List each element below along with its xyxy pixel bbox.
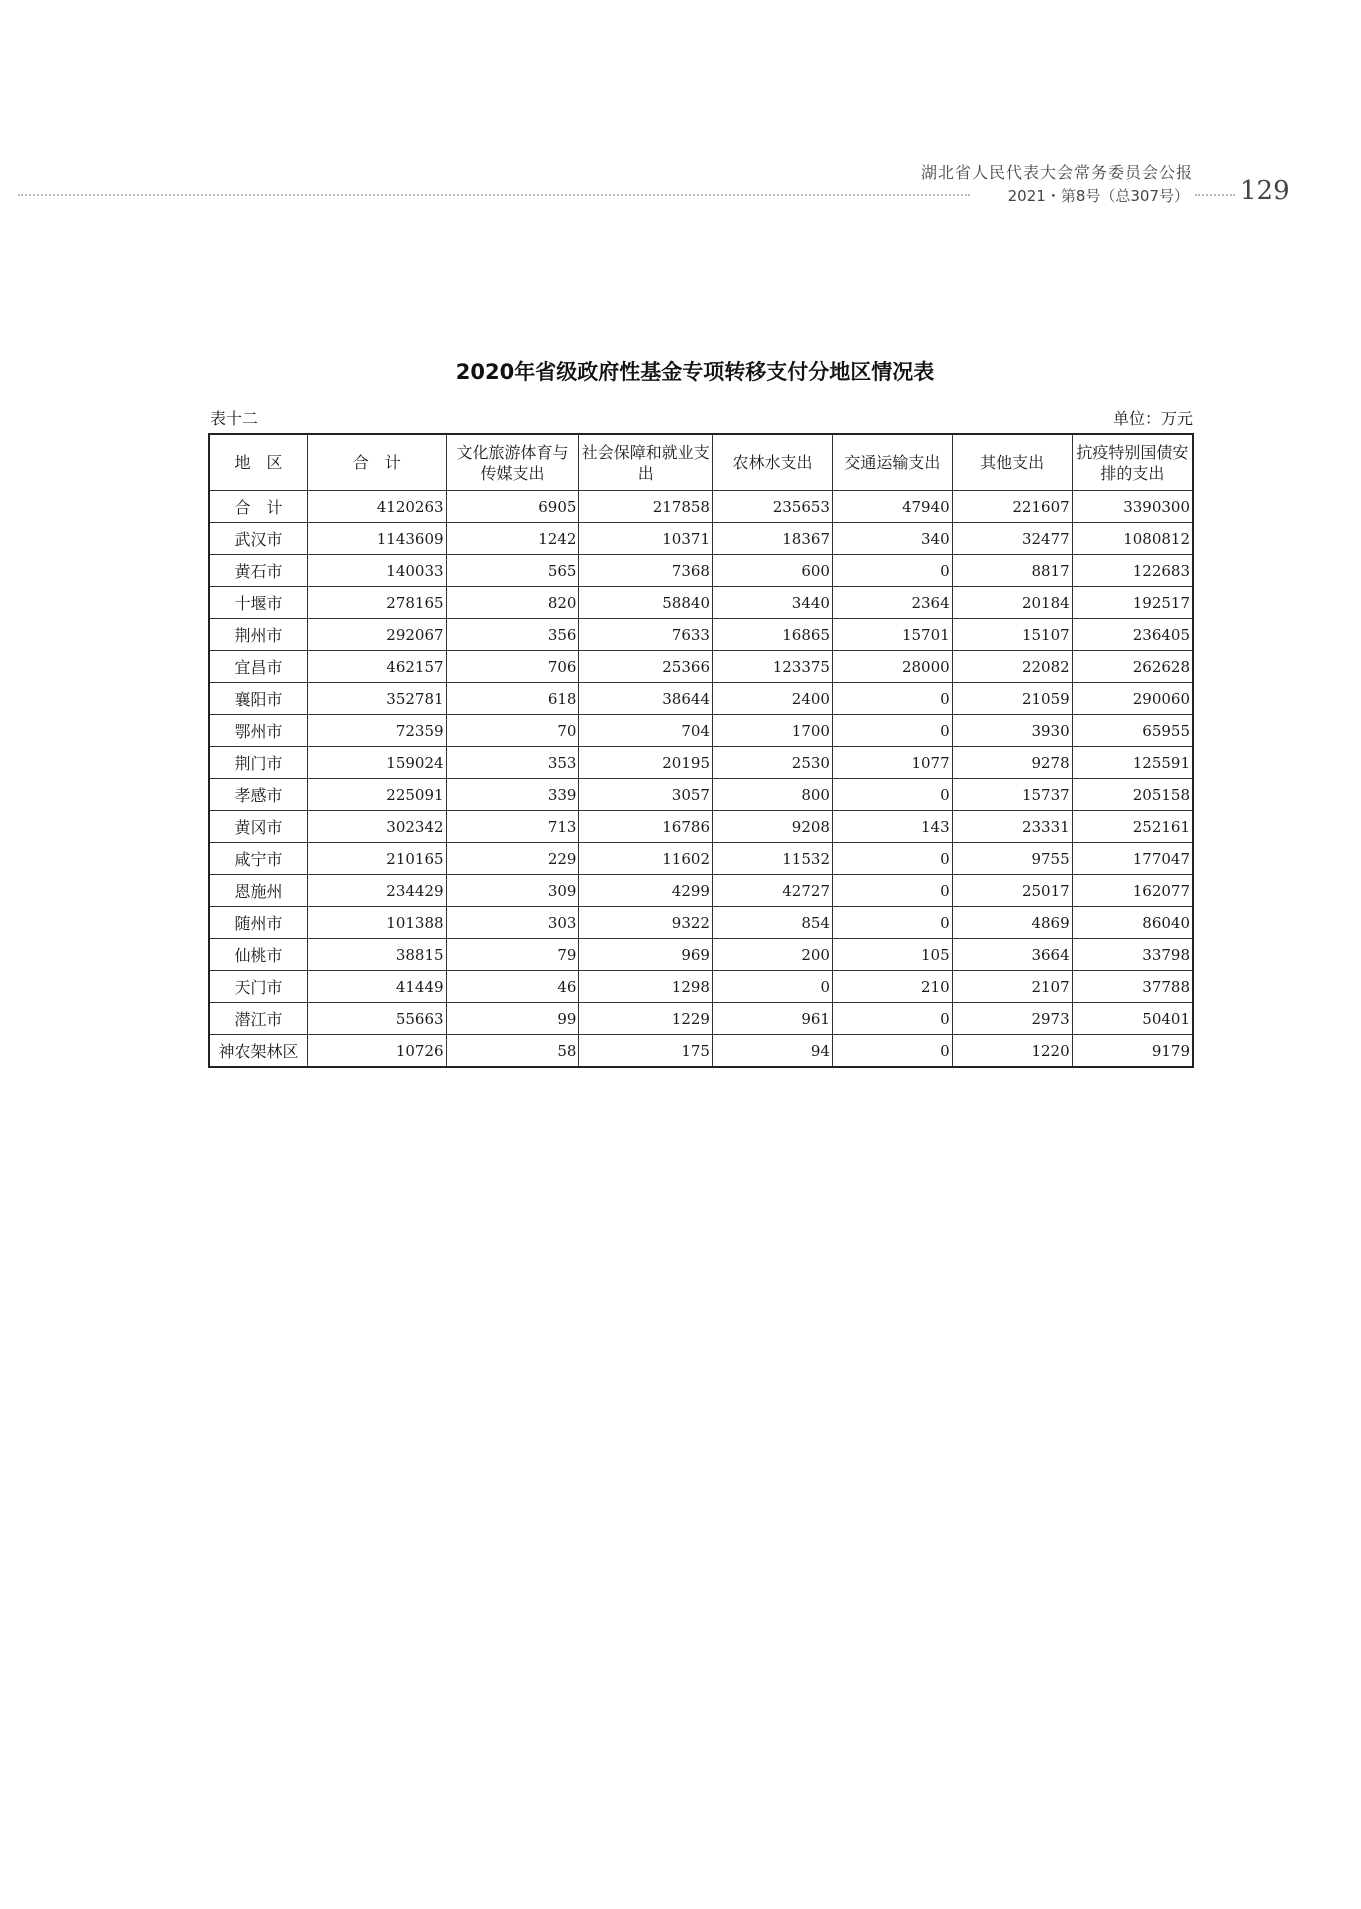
value-cell: 820 [446, 587, 579, 619]
value-cell: 20195 [579, 747, 713, 779]
value-cell: 2530 [712, 747, 832, 779]
value-cell: 37788 [1072, 971, 1193, 1003]
value-cell: 235653 [712, 491, 832, 523]
table-row [209, 843, 1193, 875]
value-cell: 2107 [952, 971, 1072, 1003]
value-cell: 600 [712, 555, 832, 587]
value-cell: 9278 [952, 747, 1072, 779]
value-cell: 9322 [579, 907, 713, 939]
value-cell: 58 [446, 1035, 579, 1068]
value-cell: 713 [446, 811, 579, 843]
value-cell: 7368 [579, 555, 713, 587]
value-cell: 15737 [952, 779, 1072, 811]
value-cell: 21059 [952, 683, 1072, 715]
value-cell: 4869 [952, 907, 1072, 939]
region-cell: 随州市 [209, 907, 307, 939]
header-dotted-rule [18, 194, 970, 196]
value-cell: 4120263 [307, 491, 446, 523]
value-cell: 10371 [579, 523, 713, 555]
table-row [209, 811, 1193, 843]
value-cell: 32477 [952, 523, 1072, 555]
value-cell: 3057 [579, 779, 713, 811]
page-number: 129 [1240, 176, 1290, 206]
value-cell: 0 [832, 683, 952, 715]
table-label: 表十二 [210, 409, 259, 428]
region-cell: 荆门市 [209, 747, 307, 779]
table-row [209, 651, 1193, 683]
value-cell: 1220 [952, 1035, 1072, 1068]
value-cell: 11532 [712, 843, 832, 875]
region-cell: 荆州市 [209, 619, 307, 651]
header-dotted-rule-right [1195, 194, 1235, 196]
value-cell: 33798 [1072, 939, 1193, 971]
table-row [209, 491, 1193, 523]
value-cell: 140033 [307, 555, 446, 587]
value-cell: 22082 [952, 651, 1072, 683]
value-cell: 0 [832, 843, 952, 875]
value-cell: 303 [446, 907, 579, 939]
value-cell: 0 [832, 1035, 952, 1068]
value-cell: 41449 [307, 971, 446, 1003]
value-cell: 42727 [712, 875, 832, 907]
column-header: 抗疫特别国债安排的支出 [1072, 434, 1193, 491]
value-cell: 16786 [579, 811, 713, 843]
value-cell: 143 [832, 811, 952, 843]
value-cell: 99 [446, 1003, 579, 1035]
value-cell: 25366 [579, 651, 713, 683]
table-row [209, 939, 1193, 971]
value-cell: 20184 [952, 587, 1072, 619]
value-cell: 252161 [1072, 811, 1193, 843]
value-cell: 2973 [952, 1003, 1072, 1035]
value-cell: 221607 [952, 491, 1072, 523]
region-cell: 宜昌市 [209, 651, 307, 683]
table-unit: 单位：万元 [1112, 409, 1193, 428]
value-cell: 3930 [952, 715, 1072, 747]
value-cell: 565 [446, 555, 579, 587]
table-header-row [209, 434, 1193, 491]
column-header: 文化旅游体育与传媒支出 [446, 434, 579, 491]
table-row [209, 587, 1193, 619]
region-cell: 神农架林区 [209, 1035, 307, 1068]
value-cell: 618 [446, 683, 579, 715]
value-cell: 339 [446, 779, 579, 811]
value-cell: 3440 [712, 587, 832, 619]
value-cell: 961 [712, 1003, 832, 1035]
value-cell: 162077 [1072, 875, 1193, 907]
value-cell: 9755 [952, 843, 1072, 875]
region-cell: 黄石市 [209, 555, 307, 587]
value-cell: 205158 [1072, 779, 1193, 811]
value-cell: 225091 [307, 779, 446, 811]
value-cell: 1077 [832, 747, 952, 779]
value-cell: 94 [712, 1035, 832, 1068]
value-cell: 969 [579, 939, 713, 971]
table-row [209, 971, 1193, 1003]
value-cell: 217858 [579, 491, 713, 523]
value-cell: 47940 [832, 491, 952, 523]
value-cell: 0 [832, 779, 952, 811]
value-cell: 0 [832, 715, 952, 747]
table-row [209, 683, 1193, 715]
table-title: 2020年省级政府性基金专项转移支付分地区情况表 [455, 360, 935, 384]
value-cell: 292067 [307, 619, 446, 651]
value-cell: 854 [712, 907, 832, 939]
publication-title: 湖北省人民代表大会常务委员会公报 [920, 163, 1193, 182]
table-row [209, 747, 1193, 779]
value-cell: 25017 [952, 875, 1072, 907]
region-cell: 潜江市 [209, 1003, 307, 1035]
value-cell: 234429 [307, 875, 446, 907]
column-header: 其他支出 [952, 434, 1072, 491]
value-cell: 0 [712, 971, 832, 1003]
value-cell: 704 [579, 715, 713, 747]
value-cell: 229 [446, 843, 579, 875]
column-header: 农林水支出 [712, 434, 832, 491]
value-cell: 1242 [446, 523, 579, 555]
column-header: 地 区 [209, 434, 307, 491]
value-cell: 9208 [712, 811, 832, 843]
value-cell: 159024 [307, 747, 446, 779]
value-cell: 23331 [952, 811, 1072, 843]
value-cell: 1298 [579, 971, 713, 1003]
value-cell: 15107 [952, 619, 1072, 651]
region-cell: 黄冈市 [209, 811, 307, 843]
value-cell: 262628 [1072, 651, 1193, 683]
value-cell: 28000 [832, 651, 952, 683]
table-row [209, 555, 1193, 587]
value-cell: 278165 [307, 587, 446, 619]
region-cell: 襄阳市 [209, 683, 307, 715]
region-cell: 天门市 [209, 971, 307, 1003]
value-cell: 11602 [579, 843, 713, 875]
value-cell: 123375 [712, 651, 832, 683]
value-cell: 122683 [1072, 555, 1193, 587]
value-cell: 356 [446, 619, 579, 651]
value-cell: 50401 [1072, 1003, 1193, 1035]
value-cell: 38815 [307, 939, 446, 971]
value-cell: 352781 [307, 683, 446, 715]
table-row [209, 779, 1193, 811]
value-cell: 200 [712, 939, 832, 971]
value-cell: 65955 [1072, 715, 1193, 747]
table-body [209, 491, 1193, 1068]
value-cell: 7633 [579, 619, 713, 651]
value-cell: 101388 [307, 907, 446, 939]
value-cell: 302342 [307, 811, 446, 843]
value-cell: 9179 [1072, 1035, 1193, 1068]
region-cell: 十堰市 [209, 587, 307, 619]
value-cell: 46 [446, 971, 579, 1003]
value-cell: 192517 [1072, 587, 1193, 619]
table-row [209, 907, 1193, 939]
region-cell: 鄂州市 [209, 715, 307, 747]
value-cell: 6905 [446, 491, 579, 523]
value-cell: 0 [832, 907, 952, 939]
issue-number: 2021・第8号（总307号） [1007, 187, 1189, 205]
value-cell: 15701 [832, 619, 952, 651]
value-cell: 175 [579, 1035, 713, 1068]
value-cell: 462157 [307, 651, 446, 683]
value-cell: 210165 [307, 843, 446, 875]
region-cell: 恩施州 [209, 875, 307, 907]
region-cell: 合 计 [209, 491, 307, 523]
value-cell: 55663 [307, 1003, 446, 1035]
table-row [209, 1003, 1193, 1035]
region-cell: 咸宁市 [209, 843, 307, 875]
value-cell: 340 [832, 523, 952, 555]
value-cell: 0 [832, 875, 952, 907]
value-cell: 706 [446, 651, 579, 683]
value-cell: 8817 [952, 555, 1072, 587]
value-cell: 38644 [579, 683, 713, 715]
value-cell: 1143609 [307, 523, 446, 555]
value-cell: 86040 [1072, 907, 1193, 939]
value-cell: 800 [712, 779, 832, 811]
value-cell: 105 [832, 939, 952, 971]
data-table [208, 433, 1194, 1068]
value-cell: 177047 [1072, 843, 1193, 875]
value-cell: 79 [446, 939, 579, 971]
value-cell: 2400 [712, 683, 832, 715]
value-cell: 290060 [1072, 683, 1193, 715]
value-cell: 1229 [579, 1003, 713, 1035]
value-cell: 70 [446, 715, 579, 747]
value-cell: 3664 [952, 939, 1072, 971]
value-cell: 1080812 [1072, 523, 1193, 555]
table-row [209, 875, 1193, 907]
region-cell: 仙桃市 [209, 939, 307, 971]
value-cell: 10726 [307, 1035, 446, 1068]
table-row [209, 1035, 1193, 1068]
value-cell: 236405 [1072, 619, 1193, 651]
table-row [209, 715, 1193, 747]
value-cell: 353 [446, 747, 579, 779]
value-cell: 0 [832, 1003, 952, 1035]
value-cell: 4299 [579, 875, 713, 907]
column-header: 交通运输支出 [832, 434, 952, 491]
value-cell: 210 [832, 971, 952, 1003]
value-cell: 309 [446, 875, 579, 907]
value-cell: 72359 [307, 715, 446, 747]
value-cell: 58840 [579, 587, 713, 619]
column-header: 合 计 [307, 434, 446, 491]
table-row [209, 619, 1193, 651]
column-header: 社会保障和就业支出 [579, 434, 713, 491]
table-row [209, 523, 1193, 555]
value-cell: 3390300 [1072, 491, 1193, 523]
value-cell: 1700 [712, 715, 832, 747]
value-cell: 16865 [712, 619, 832, 651]
value-cell: 0 [832, 555, 952, 587]
value-cell: 2364 [832, 587, 952, 619]
value-cell: 125591 [1072, 747, 1193, 779]
value-cell: 18367 [712, 523, 832, 555]
region-cell: 武汉市 [209, 523, 307, 555]
region-cell: 孝感市 [209, 779, 307, 811]
